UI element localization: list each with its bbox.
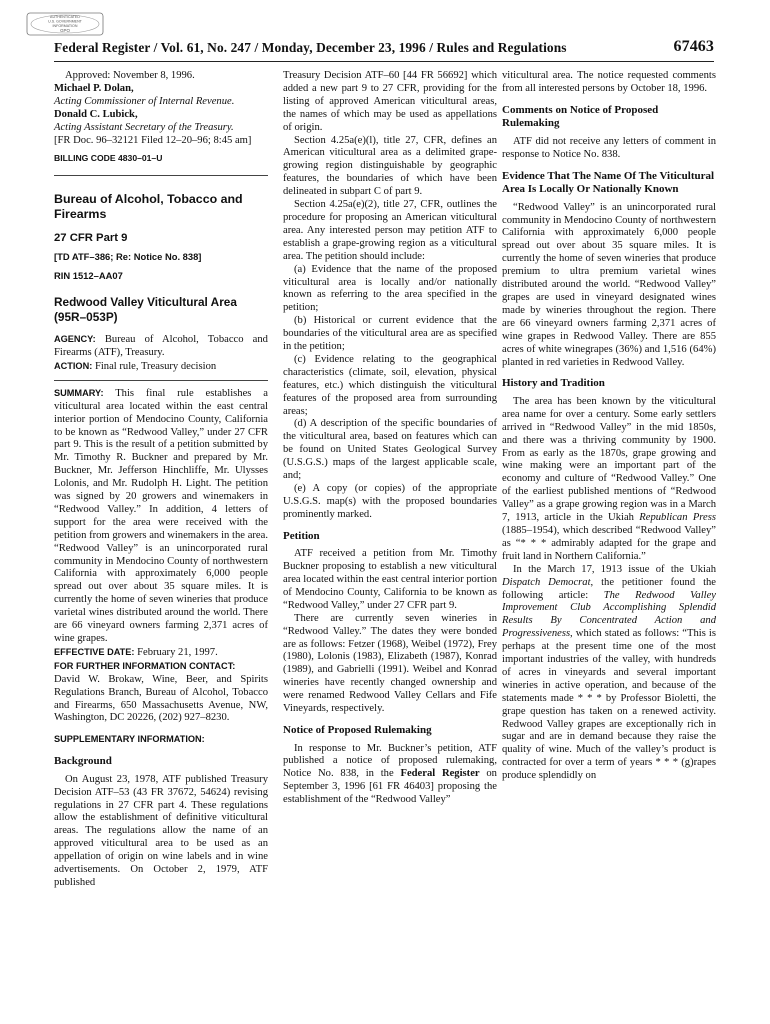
supplementary-label: SUPPLEMENTARY INFORMATION: — [54, 734, 205, 745]
history-text-c: (1885–1954), which described “Redwood Valley” as “* * * admirably adapted for the grape and fruit land in Northern California.” — [502, 524, 716, 562]
column-1 — [54, 70, 268, 890]
signer-1-title: Acting Commissioner of Internal Revenue. — [54, 95, 235, 107]
seal-line: GPO — [60, 27, 70, 33]
gpo-authenticated-seal-icon — [26, 12, 104, 36]
history-text-a: The area has been known by the viticultural area name for over a century. Some early settlers arrived in “Redwood Valley” in the mid 1850s, and there was a thriving community by 1900. From as early as the 1870s, grape growing and wine making were an important part of the economy and culture of “Redwood Valley.” One of the earliest published mentions of “Redwood Valley” as a grape growing region was in a March 7, 1913, article in the Ukiah — [502, 395, 716, 524]
contact-label: FOR FURTHER INFORMATION CONTACT: — [54, 660, 236, 671]
requirement-e: (e) A copy (or copies) of the appropriate U.S.G.S. map(s) with the proposed boundaries prominently marked. — [283, 483, 497, 520]
running-head — [54, 40, 714, 56]
col2-paragraph-2: Section 4.25a(e)(l), title 27, CFR, defines an American viticultural area as a delimited grape-growing region distinguishable by geographic features, the boundaries of which have been delineated in subpart C of part 9. — [283, 134, 497, 198]
background-text: On August 23, 1978, ATF published Treasury Decision ATF–53 (43 FR 37672, 54624) revising regulations in 27 CFR part 4. These regulations allow the establishment of definitive viticultural areas. The regulations allow the name of an approved viticultural area to be used as an appellation of origin on wine labels and in wine advertisements. On October 2, 1979, ATF published — [54, 773, 268, 888]
seal-line: INFORMATION — [52, 24, 78, 29]
rule-title: Redwood Valley Viticultural Area (95R–053P) — [54, 295, 237, 325]
effective-label: EFFECTIVE DATE: — [54, 646, 135, 657]
seal-line: AUTHENTICATED — [50, 15, 80, 19]
notice-paragraph — [283, 743, 497, 808]
col2-paragraph-3: Section 4.25a(e)(2), title 27, CFR, outlines the procedure for proposing an American viticultural area. Any interested person may petition ATF to establish a grape-growing region as a viticultural area. The petition should include: — [283, 199, 497, 262]
newspaper-name-2: Dispatch Democrat — [502, 576, 591, 588]
separator-rule — [54, 175, 268, 176]
newspaper-name-1: Republican Press — [639, 512, 716, 524]
federal-register-ref: Federal Register — [400, 768, 480, 780]
signer-2-title: Acting Assistant Secretary of the Treasury. — [54, 121, 234, 133]
summary-paragraph — [54, 387, 268, 646]
action-label: ACTION: — [54, 360, 93, 371]
background-heading: Background — [54, 755, 112, 768]
effective-paragraph — [54, 646, 268, 660]
agency-paragraph — [54, 333, 268, 360]
history-heading: History and Tradition — [502, 377, 605, 390]
billing-code: BILLING CODE 4830–01–U — [54, 153, 163, 164]
notice-text-a: In response to Mr. Buckner’s petition, ATF published a notice of proposed rulemaking, Notice No. 838, in the — [283, 742, 497, 780]
cfr-part: 27 CFR Part 9 — [54, 232, 128, 245]
column-3 — [502, 70, 716, 783]
fr-doc-line: [FR Doc. 96–32121 Filed 12–20–96; 8:45 am] — [54, 134, 252, 146]
history2-text-e: which stated as follows: “This is perhaps at the present time one of the most important industries of the valley, with hundreds of acres in vineyards and several important wineries in active operation, and because of the statements made * * * by Professor Bioletti, the grape question has taken on a renewed activity. Redwood Valley grapes are exceptionally rich in sugar and are in demand because they raise the quality of wine. Much of the valley’s product is contracted for over a term of years * * * (g)rapes produce splendidly on — [502, 628, 716, 782]
summary-text: This final rule establishes a viticultural area located within the east central interior portion of Mendocino County, California to be known as “Redwood Valley,” under 27 CFR part 9. This is the result of a petition submitted by Mr. Timothy R. Buckner and prepared by Mr. Buckner, Mr. Jefferson Hinchliffe, Mr. Ulysses Lolonis, and Mr. Rudolph H. Light. The petition was signed by 20 growers and winemakers in “Redwood Valley.” In addition, 4 letters of support for the area were received with the petition from growers and winemakers in the area. “Redwood Valley” is an unincorporated rural community in Mendocino County of northwestern California with approximately 6,000 people spread out over about 35 square miles. It is currently the home of seven wineries that produce varietal wines distributed around the world. There are 66 vineyard owners farming 2,371 acres of wine grapes. — [54, 387, 268, 644]
notice-text-c: on September 3, 1996 [61 FR 46403] proposing the establishment of the “Redwood Valley” — [283, 768, 497, 806]
comments-heading: Comments on Notice of Proposed Rulemaking — [502, 103, 659, 130]
effective-text: February 21, 1997. — [137, 646, 218, 658]
requirement-d: (d) A description of the specific boundaries of the viticultural area, based on features which can be found on United States Geological Survey (U.S.G.S.) maps of the largest applicable scale, and; — [283, 418, 497, 482]
approved-date: Approved: November 8, 1996. — [65, 70, 195, 81]
agency-title: Bureau of Alcohol, Tobacco and Firearms — [54, 192, 243, 222]
requirement-b: (b) Historical or current evidence that the boundaries of the viticultural area are as specified in the petition; — [283, 315, 497, 353]
agency-label: AGENCY: — [54, 334, 96, 345]
seal-line: U.S. GOVERNMENT — [48, 19, 82, 24]
contact-text: David W. Brokaw, Wine, Beer, and Spirits Regulations Branch, Bureau of Alcohol, Tobacco and Firearms, 650 Massachusetts Avenue, NW, Washington, DC 20226, (202) 927–8230. — [54, 673, 268, 724]
article-title: The Redwood Valley Improvement Club Accomplishing Splendid Results By Concentrated Action and Progressiveness, — [502, 589, 716, 640]
petition-paragraph-2: There are currently seven wineries in “Redwood Valley.” The dates they were bonded are as follows: Fetzer (1968), Weibel (1972), Frey (1980), Lolonis (1983), Elizabeth (1987), Konrad (1989), and Gabrielli (1991). Weibel and Konrad wineries have recently changed ownership and were renamed Redwood Valley Cellars and Fife Vineyards, respectively. — [283, 612, 497, 715]
page-number: 67463 — [673, 38, 714, 55]
td-number: [TD ATF–386; Re: Notice No. 838] — [54, 251, 202, 263]
history-paragraph-1 — [502, 396, 716, 564]
running-head-text: Federal Register / Vol. 61, No. 247 / Monday, December 23, 1996 / Rules and Regulations — [54, 40, 567, 55]
col2-paragraph-1: Treasury Decision ATF–60 [44 FR 56692] which added a new part 9 to 27 CFR, providing for the listing of approved American viticultural areas, the names of which may be used as appellations of origin. — [283, 70, 497, 133]
column-2 — [283, 70, 497, 807]
agency-text: Bureau of Alcohol, Tobacco and Firearms (ATF), Treasury. — [54, 334, 268, 358]
evidence-heading: Evidence That The Name Of The Viticultural Area Is Locally Or Nationally Known — [502, 169, 715, 196]
requirement-a: (a) Evidence that the name of the proposed viticultural area is locally and/or nationally known as referring to the area specified in the petition; — [283, 263, 497, 314]
notice-heading: Notice of Proposed Rulemaking — [283, 724, 432, 736]
comments-paragraph: ATF did not receive any letters of comment in response to Notice No. 838. — [502, 135, 716, 160]
action-text: Final rule, Treasury decision — [94, 360, 217, 372]
requirement-c: (c) Evidence relating to the geographical characteristics (climate, soil, elevation, physical features, etc.) which distinguish the viticultural features of the proposed area from surrounding areas; — [283, 353, 497, 417]
col3-paragraph-1: viticultural area. The notice requested comments from all interested persons by October 18, 1996. — [502, 70, 716, 94]
signer-2-name: Donald C. Lubick, — [54, 108, 138, 120]
header-rule — [54, 61, 714, 62]
petition-heading: Petition — [283, 529, 320, 542]
history2-text-c: , the petitioner found the following article: — [502, 576, 717, 601]
separator-rule — [54, 380, 268, 381]
history-paragraph-2 — [502, 564, 716, 783]
rin-number: RIN 1512–AA07 — [54, 270, 123, 282]
supplementary-paragraph — [54, 733, 268, 747]
petition-paragraph-1: ATF received a petition from Mr. Timothy Buckner proposing to establish a new viticultural area located within the east central interior portion of Mendocino County, California to be known as “Redwood Valley,” under 27 CFR part 9. — [283, 548, 497, 611]
signer-1-name: Michael P. Dolan, — [54, 82, 134, 94]
action-paragraph — [54, 360, 268, 374]
summary-label: SUMMARY: — [54, 387, 104, 398]
contact-paragraph — [54, 660, 268, 726]
evidence-paragraph: “Redwood Valley” is an unincorporated rural community in Mendocino County of northwestern California with approximately 6,000 people spread out over about 35 square miles. It is currently the home of seven wineries that produce premium to ultra premium varietal wines distributed around the world. “Redwood Valley” grapes are used in vineyard designated wines made by wineries throughout the region. There are 66 vineyard owners farming 2,371 acres of wine grapes in Redwood Valley. There are 855 acres of white winegrapes (36%) and 1,516 (64%) planted in red varieties in Redwood Valley. — [502, 201, 716, 368]
history2-text-a: In the March 17, 1913 issue of the Ukiah — [513, 563, 716, 575]
